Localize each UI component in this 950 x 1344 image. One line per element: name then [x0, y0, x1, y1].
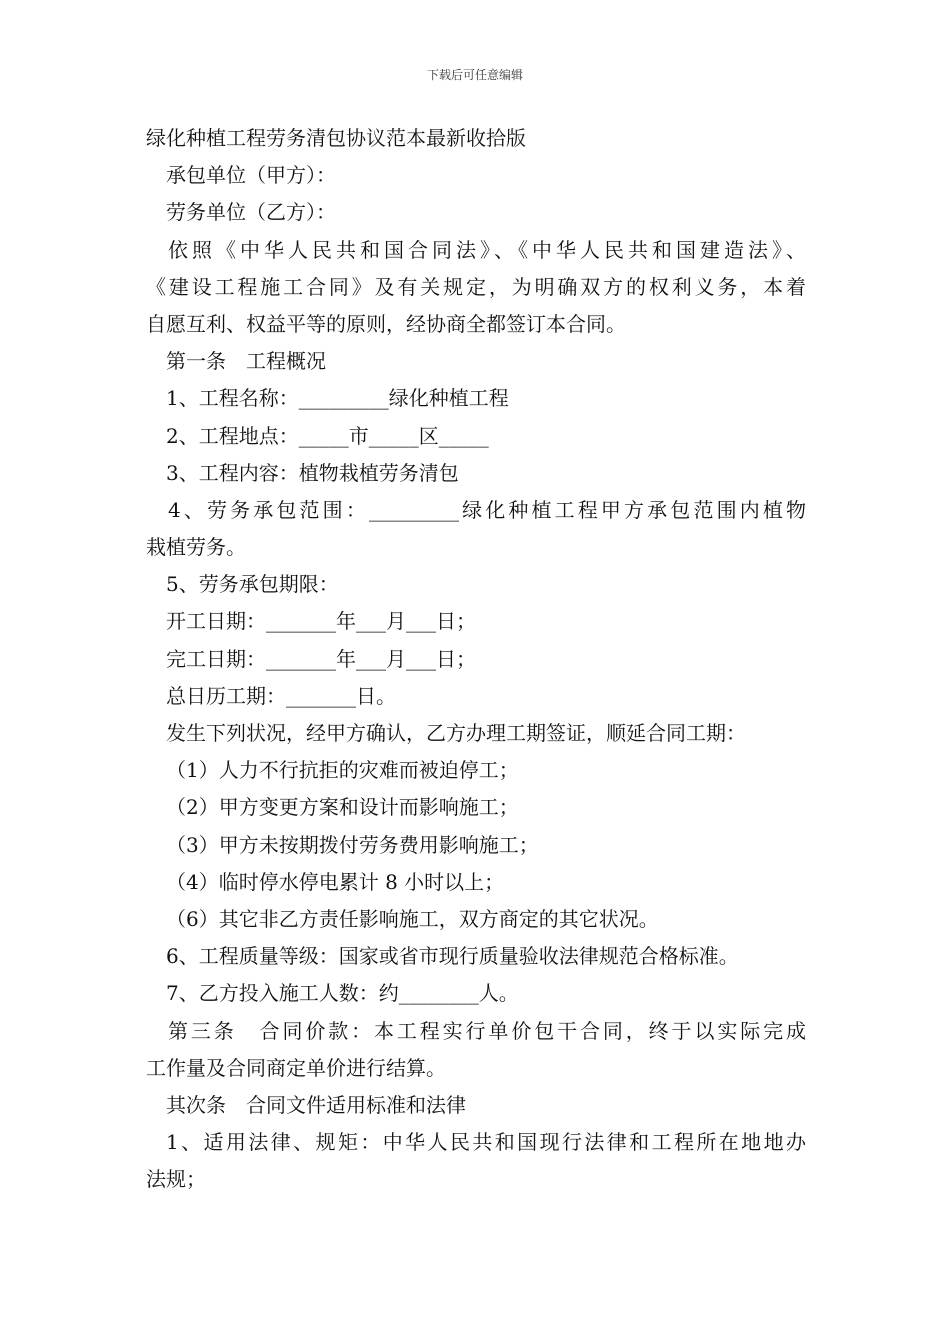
list-item: （4）临时停水停电累计 8 小时以上； — [166, 869, 505, 894]
paragraph-line: 依照《中华人民共和国合同法》、《中华人民共和国建造法》、 — [168, 237, 806, 262]
list-item: （6）其它非乙方责任影响施工，双方商定的其它状况。 — [166, 906, 659, 931]
section-heading: 第一条 工程概况 — [166, 349, 326, 374]
list-item: 4、劳务承包范围：_________绿化种植工程甲方承包范围内植物 — [168, 497, 806, 522]
party-b-line: 劳务单位（乙方）： — [166, 200, 336, 225]
total-days-line: 总日历工期：_______日。 — [166, 683, 396, 708]
start-date-line: 开工日期：_______年___月___日； — [166, 609, 476, 634]
document-title: 绿化种植工程劳务清包协议范本最新收拾版 — [146, 126, 526, 150]
list-item: 3、工程内容：植物栽植劳务清包 — [166, 460, 459, 485]
paragraph-line: 工作量及合同商定单价进行结算。 — [146, 1055, 446, 1080]
page-header: 下载后可任意编辑 — [426, 68, 523, 82]
paragraph-line: 发生下列状况，经甲方确认，乙方办理工期签证，顺延合同工期： — [166, 721, 746, 745]
list-item: 1、工程名称：_________绿化种植工程 — [166, 386, 509, 411]
paragraph-line: 栽植劳务。 — [146, 535, 246, 560]
paragraph-line: 自愿互利、权益平等的原则，经协商全都签订本合同。 — [146, 311, 626, 336]
document-body — [146, 120, 806, 1198]
section-heading: 第三条 合同价款：本工程实行单价包干合同，终于以实际完成 — [168, 1018, 806, 1043]
end-date-line: 完工日期：_______年___月___日； — [166, 646, 476, 671]
list-item: 1、适用法律、规矩：中华人民共和国现行法律和工程所在地地办 — [166, 1130, 806, 1155]
list-item: 5、劳务承包期限： — [166, 572, 339, 597]
list-item: 2、工程地点：_____市_____区_____ — [166, 423, 489, 448]
list-item: 6、工程质量等级：国家或省市现行质量验收法律规范合格标准。 — [166, 944, 739, 969]
paragraph-line: 《建设工程施工合同》及有关规定，为明确双方的权利义务，本着 — [146, 274, 806, 299]
section-heading: 其次条 合同文件适用标准和法律 — [166, 1092, 466, 1117]
paragraph-line: 法规； — [146, 1167, 206, 1192]
list-item: （1）人力不行抗拒的灾难而被迫停工； — [166, 758, 519, 783]
party-a-line: 承包单位（甲方）： — [166, 163, 336, 188]
list-item: （2）甲方变更方案和设计而影响施工； — [166, 795, 519, 820]
list-item: 7、乙方投入施工人数：约________人。 — [166, 981, 519, 1006]
list-item: （3）甲方未按期拨付劳务费用影响施工； — [166, 832, 539, 857]
